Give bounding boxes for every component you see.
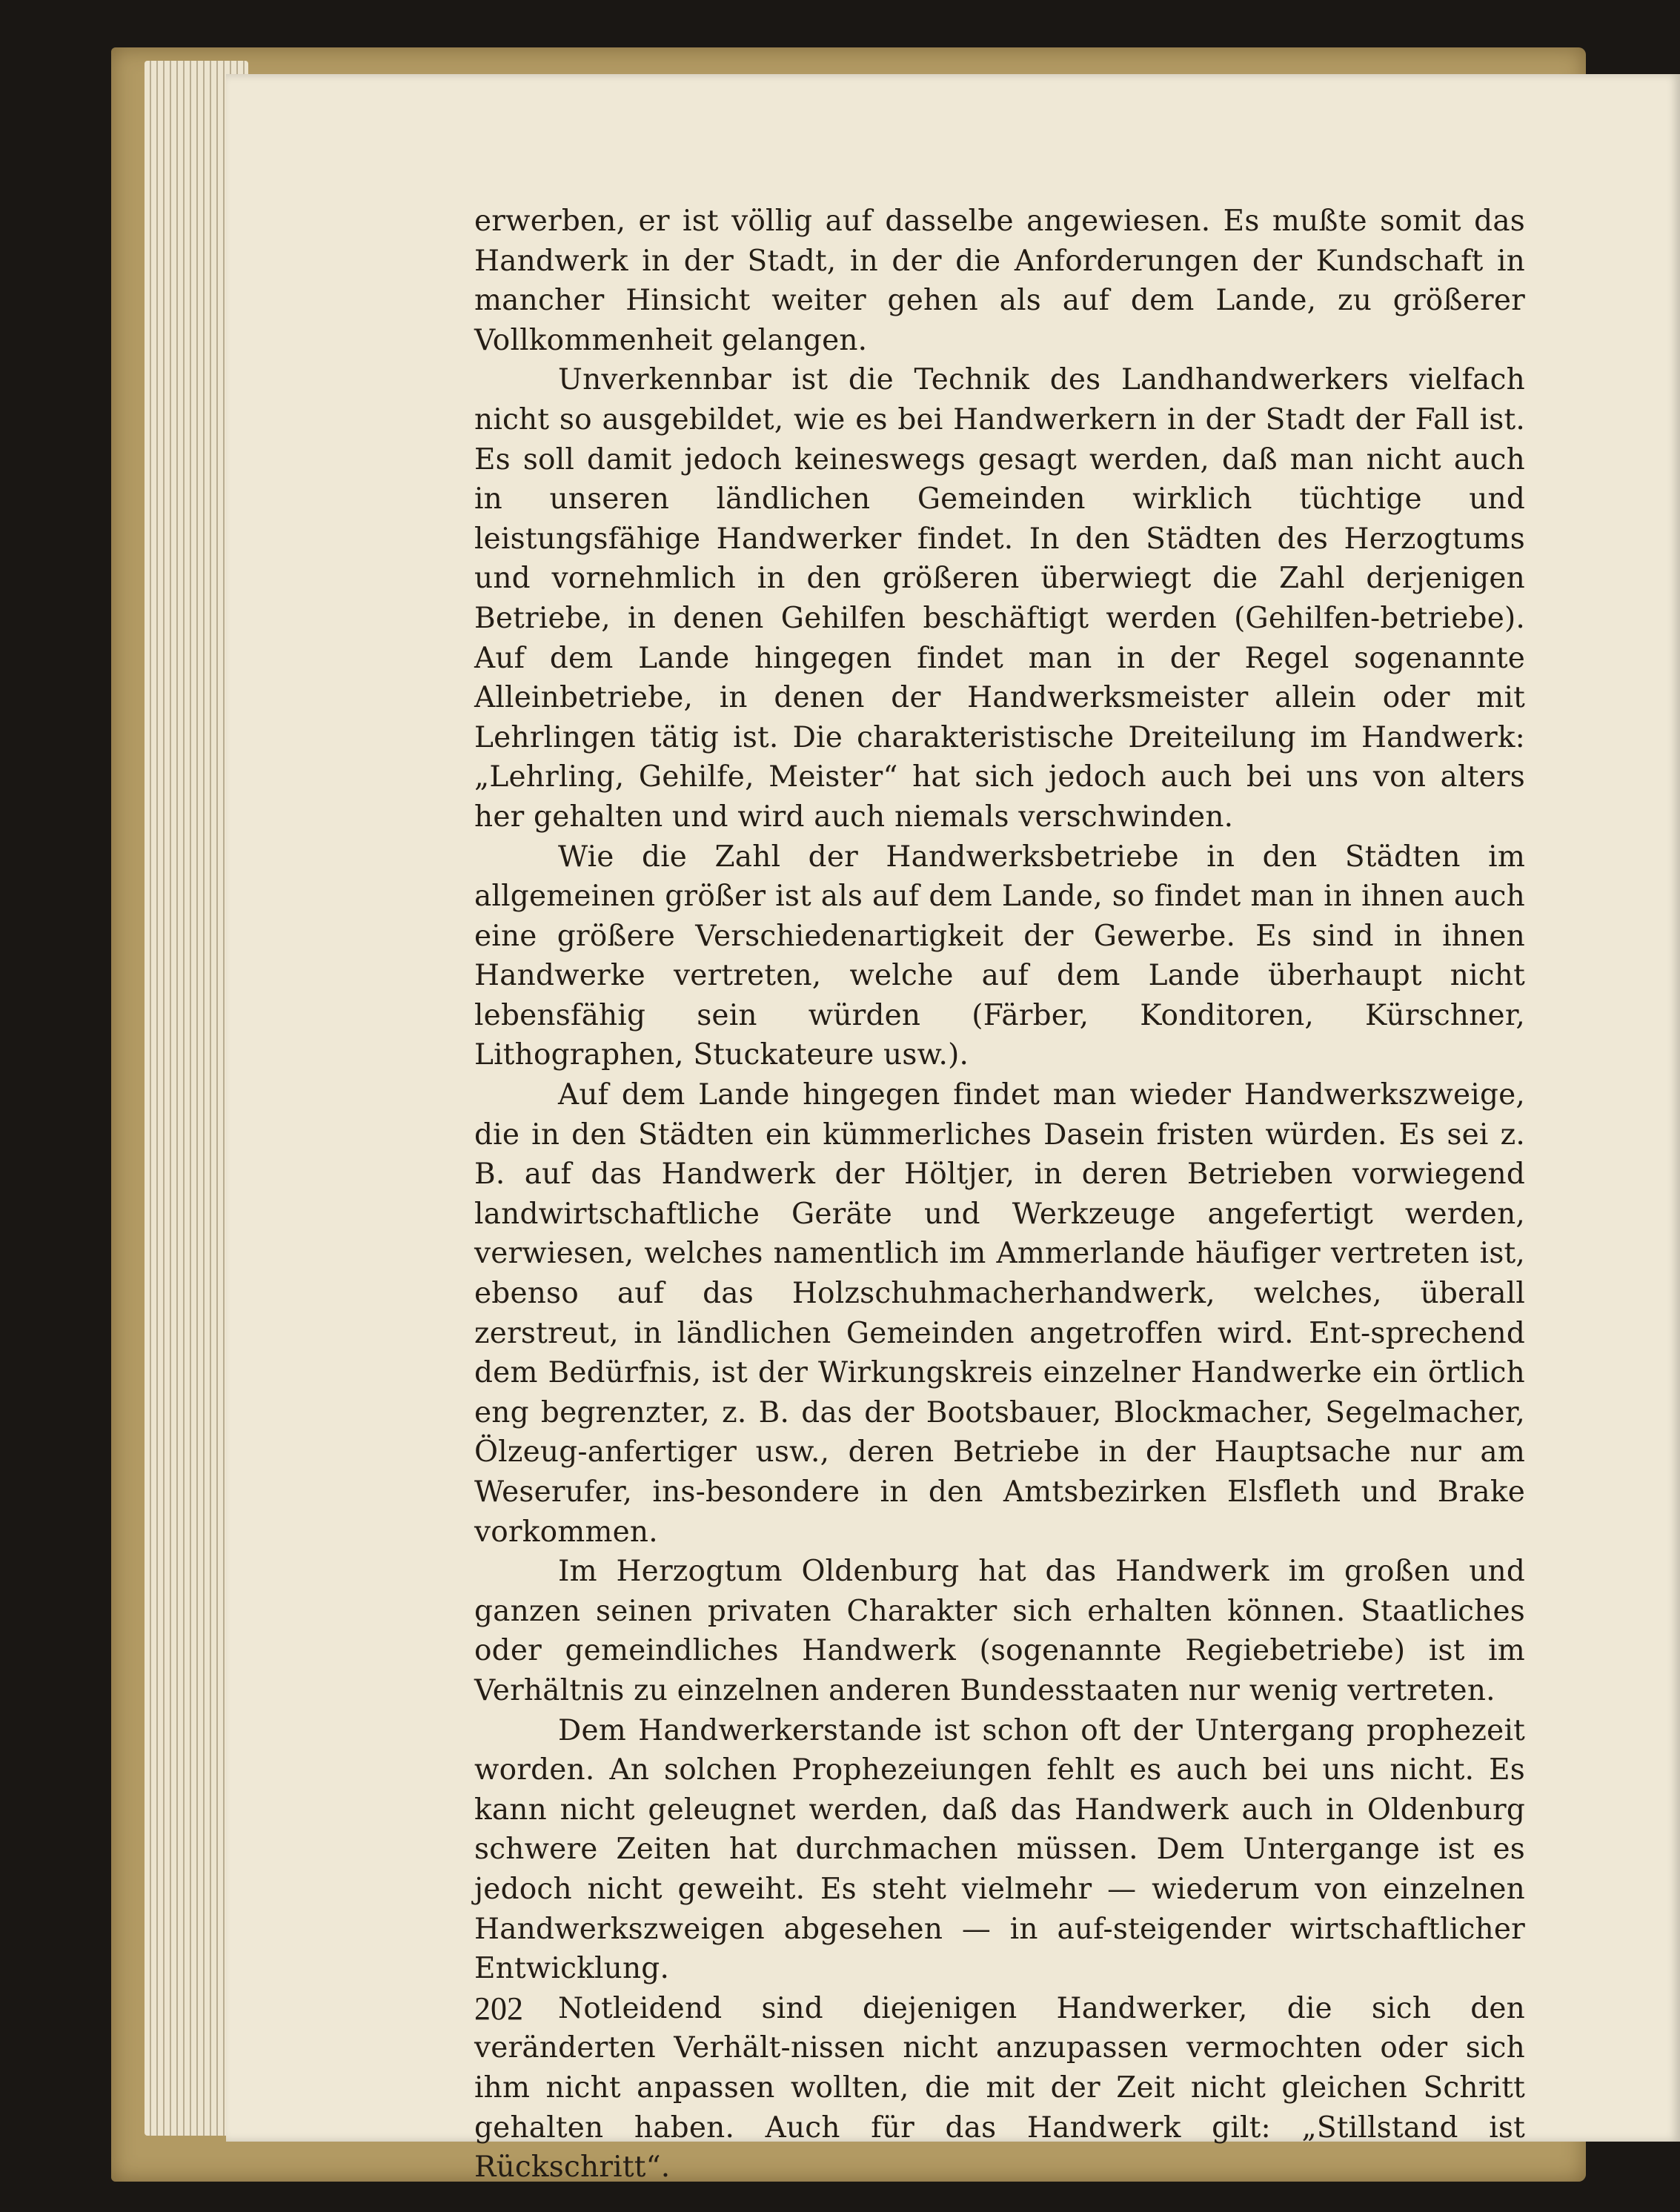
paragraph: Auf dem Lande hingegen findet man wieder Handwerkszweige, die in den Städten ein kümmerliches Dasein fristen würden. Es sei z. B. auf das Handwerk der Höltjer, in deren Betrieben vorwiegend landwirtschaftliche Geräte und Werkzeuge angefertigt werden, verwiesen, welches namentlich im Ammerlande häufiger vertreten ist, ebenso auf das Holzschuhmacherhandwerk, welches, überall zerstreut, in ländlichen Gemeinden angetroffen wird. Ent-sprechend dem Bedürfnis, ist der Wirkungskreis einzelner Handwerke ein örtlich eng begrenzter, z. B. das der Bootsbauer, Blockmacher, Segelmacher, Ölzeug-anfertiger usw., deren Betriebe in der Hauptsache nur am Weserufer, ins-besondere in den Amtsbezirken Elsfleth und Brake vorkommen. [474, 1078, 1525, 1549]
paragraph: Im Herzogtum Oldenburg hat das Handwerk im großen und ganzen seinen privaten Charakter sich erhalten können. Staatliches oder gemeindliches Handwerk (sogenannte Regiebetriebe) ist im Verhältnis zu einzelnen anderen Bundesstaaten nur wenig vertreten. [474, 1555, 1525, 1707]
paragraph: erwerben, er ist völlig auf dasselbe angewiesen. Es mußte somit das Handwerk in der Stadt, in der die Anforderungen der Kundschaft in mancher Hinsicht weiter gehen als auf dem Lande, zu größerer Vollkommenheit gelangen. [474, 205, 1525, 357]
page-number: 202 [474, 1990, 523, 2027]
paragraph: Unverkennbar ist die Technik des Landhandwerkers vielfach nicht so ausgebildet, wie es bei Handwerkern in der Stadt der Fall ist. Es soll damit jedoch keineswegs gesagt werden, daß man nicht auch in unseren ländlichen Gemeinden wirklich tüchtige und leistungsfähige Handwerker findet. In den Städten des Herzogtums und vornehmlich in den größeren überwiegt die Zahl derjenigen Betriebe, in denen Gehilfen beschäftigt werden (Gehilfen-betriebe). Auf dem Lande hingegen findet man in der Regel sogenannte Alleinbetriebe, in denen der Handwerksmeister allein oder mit Lehrlingen tätig ist. Die charakteristische Dreiteilung im Handwerk: „Lehrling, Gehilfe, Meister“ hat sich jedoch auch bei uns von alters her gehalten und wird auch niemals verschwinden. [474, 363, 1525, 834]
paragraph: Notleidend sind diejenigen Handwerker, die sich den veränderten Verhält-nissen nicht anzupassen vermochten oder sich ihm nicht anpassen wollten, die mit der Zeit nicht gleichen Schritt gehalten haben. Auch für das Handwerk gilt: „Stillstand ist Rückschritt“. [474, 1991, 1525, 2185]
paragraph: Dem Handwerkerstande ist schon oft der Untergang prophezeit worden. An solchen Prophezeiungen fehlt es auch bei uns nicht. Es kann nicht geleugnet werden, daß das Handwerk auch in Oldenburg schwere Zeiten hat durchmachen müssen. Dem Untergange ist es jedoch nicht geweiht. Es steht vielmehr — wiederum von einzelnen Handwerkszweigen abgesehen — in auf-steigender wirtschaftlicher Entwicklung. [474, 1713, 1525, 1986]
paragraph: Wie die Zahl der Handwerksbetriebe in den Städten im allgemeinen größer ist als auf dem Lande, so findet man in ihnen auch eine größere Verschiedenartigkeit der Gewerbe. Es sind in ihnen Handwerke vertreten, welche auf dem Lande überhaupt nicht lebensfähig sein würden (Färber, Konditoren, Kürschner, Lithographen, Stuckateure usw.). [474, 840, 1525, 1072]
body-text [474, 202, 1525, 2188]
